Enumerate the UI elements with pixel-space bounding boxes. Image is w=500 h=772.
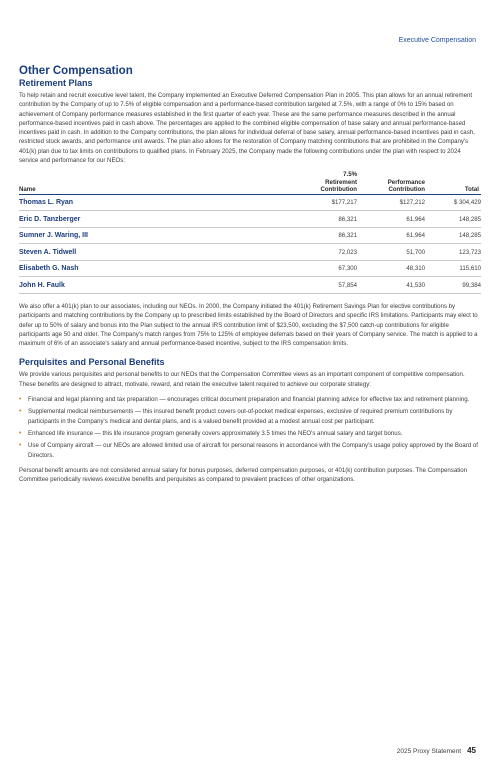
perquisites-closing: Personal benefit amounts are not considered annual salary for bonus purposes, deferred compensation purposes, or 401(k) contribution purposes. The Compensation Committee periodically reviews executive benefits and perquisites as compared to prevalent practices of other organizations. [19, 466, 468, 484]
col-header-retirement-l3: Contribution [320, 185, 357, 193]
col-header-performance [359, 171, 427, 194]
bullet-icon: • [19, 442, 22, 450]
page-footer [397, 746, 476, 755]
table-row [19, 227, 481, 244]
retirement-heading: Retirement Plans [19, 78, 93, 88]
section-header-label: Executive Compensation [398, 37, 476, 44]
row-total: $ 304,429 [453, 199, 481, 207]
table-row [19, 244, 481, 261]
table-row [19, 277, 481, 294]
perquisites-intro: We provide various perquisites and personal benefits to our NEOs that the Compensation Committee views as an important component of competitive compensation. These benefits are designed to attract, motivate, reward, and retain the executive talent required to achieve our corporate strategy: [19, 371, 465, 388]
contributions-table [19, 171, 481, 294]
list-item [19, 407, 481, 426]
section-title: Other Compensation [19, 65, 133, 77]
table-row [19, 260, 481, 277]
row-retirement: 86,321 [338, 232, 357, 240]
col-header-retirement-l2: Retirement [325, 178, 357, 186]
retirement-intro: To help retain and recruit executive level talent, the Company implemented an Executive Deferred Compensation Plan in 2005. This plan allows for an annual retirement contribution by the Company of up to 7.5% of eligible compensation and a performance-based contribution targeted at 7.5%, with a range of 0% to 15% based on achievement of Company performance measures established in the first quarter of each year. These are the same performance measures described in the annual performance-based incentives paid in cash above. The percentages are applied to the combined eligible compensation of base salary and annual performance-based incentives paid in cash. In addition to the Company contributions, the plan allows for individual deferral of base salary, annual performance-based incentives paid in cash, restricted stock awards, and performance unit awards. The plan also allows for the restoration of Company matching contributions that are prohibited in the Company's 401(k) plan due to tax limits on contributions to qualified plans. In February 2025, the Company made the following contributions under the plan with respect to 2024 service and performance for our NEOs: [19, 92, 475, 165]
table-header-row [19, 171, 481, 194]
footer-doc-title: 2025 Proxy Statement [396, 748, 462, 755]
401k-paragraph: We also offer a 401(k) plan to our associates, including our NEOs. In 2000, the Company initiated the 401(k) Retirement Savings Plan for elective contributions by participants and matching contributions by the Company up to prescribed limits established by the Board of Directors and specific IRS limitations. Participants may elect to defer up to 50% of salary and bonus into the Plan subject to the annual IRS contribution limit of $23,500, excluding the $7,500 catch-up contributions for eligible participants age 50 and older. The Company's match ranges from 75% to 125% of employee deferrals based on their years of Company service. The match is applied to a maximum of 6% of an associate's salary and annual performance-based incentive, subject to the IRS compensation limits. [19, 302, 478, 348]
row-name: Sumner J. Waring, III [19, 232, 88, 240]
list-item [19, 395, 481, 404]
perquisites-heading: Perquisites and Personal Benefits [19, 357, 165, 368]
row-name: Eric D. Tanzberger [19, 215, 81, 223]
row-name: John H. Faulk [19, 281, 65, 289]
bullet-icon: • [19, 408, 22, 416]
list-item-text: Use of Company aircraft — our NEOs are allowed limited use of aircraft for personal reasons in accordance with the Company's usage policy approved by the Board of Directors. [28, 442, 478, 459]
bullet-icon: • [19, 396, 22, 404]
row-performance: 51,700 [406, 248, 425, 256]
page-content [19, 65, 481, 490]
row-total: 148,285 [458, 215, 481, 223]
row-performance: 41,530 [406, 281, 425, 289]
row-performance: 61,964 [406, 215, 425, 223]
row-retirement: 86,321 [338, 215, 357, 223]
col-header-total: Total [464, 185, 479, 193]
col-header-performance-l1: Performance [387, 178, 425, 186]
row-total: 115,610 [459, 265, 481, 273]
list-item [19, 429, 481, 438]
list-item-text: Financial and legal planning and tax preparation — encourages critical document preparation and financial planning advice for effective tax and retirement planning. [28, 396, 470, 404]
row-performance: 48,310 [406, 265, 425, 273]
row-name: Thomas L. Ryan [19, 199, 74, 207]
row-retirement: $177,217 [331, 199, 357, 207]
col-header-retirement [291, 171, 359, 194]
page-number: 45 [467, 746, 476, 755]
row-retirement: 72,023 [338, 248, 357, 256]
bullet-icon: • [19, 429, 22, 437]
row-total: 148,285 [458, 232, 481, 240]
row-total: 99,384 [462, 281, 481, 289]
list-item [19, 441, 481, 460]
list-item-text: Supplemental medical reimbursements — this insured benefit product covers out-of-pocket medical expenses, exclusive of required premium contributions by participants in the Company's medical and dental plans, and is a valued benefit provided at a modest annual cost per participant. [28, 408, 453, 425]
row-name: Elisabeth G. Nash [19, 265, 79, 273]
row-performance: 61,964 [406, 232, 425, 240]
list-item-text: Enhanced life insurance — this life insurance program generally covers approximately 3.5 times the NEO's annual salary and target bonus. [28, 429, 403, 437]
col-header-retirement-l1: 7.5% [343, 171, 357, 179]
row-performance: $127,212 [399, 199, 425, 207]
col-header-performance-l2: Contribution [388, 185, 425, 193]
table-row [19, 194, 481, 211]
row-name: Steven A. Tidwell [19, 248, 77, 256]
row-retirement: 67,300 [338, 265, 357, 273]
table-row [19, 211, 481, 228]
col-header-name: Name [19, 185, 36, 193]
row-total: 123,723 [458, 248, 481, 256]
row-retirement: 57,854 [338, 281, 357, 289]
perquisites-list [19, 395, 481, 460]
